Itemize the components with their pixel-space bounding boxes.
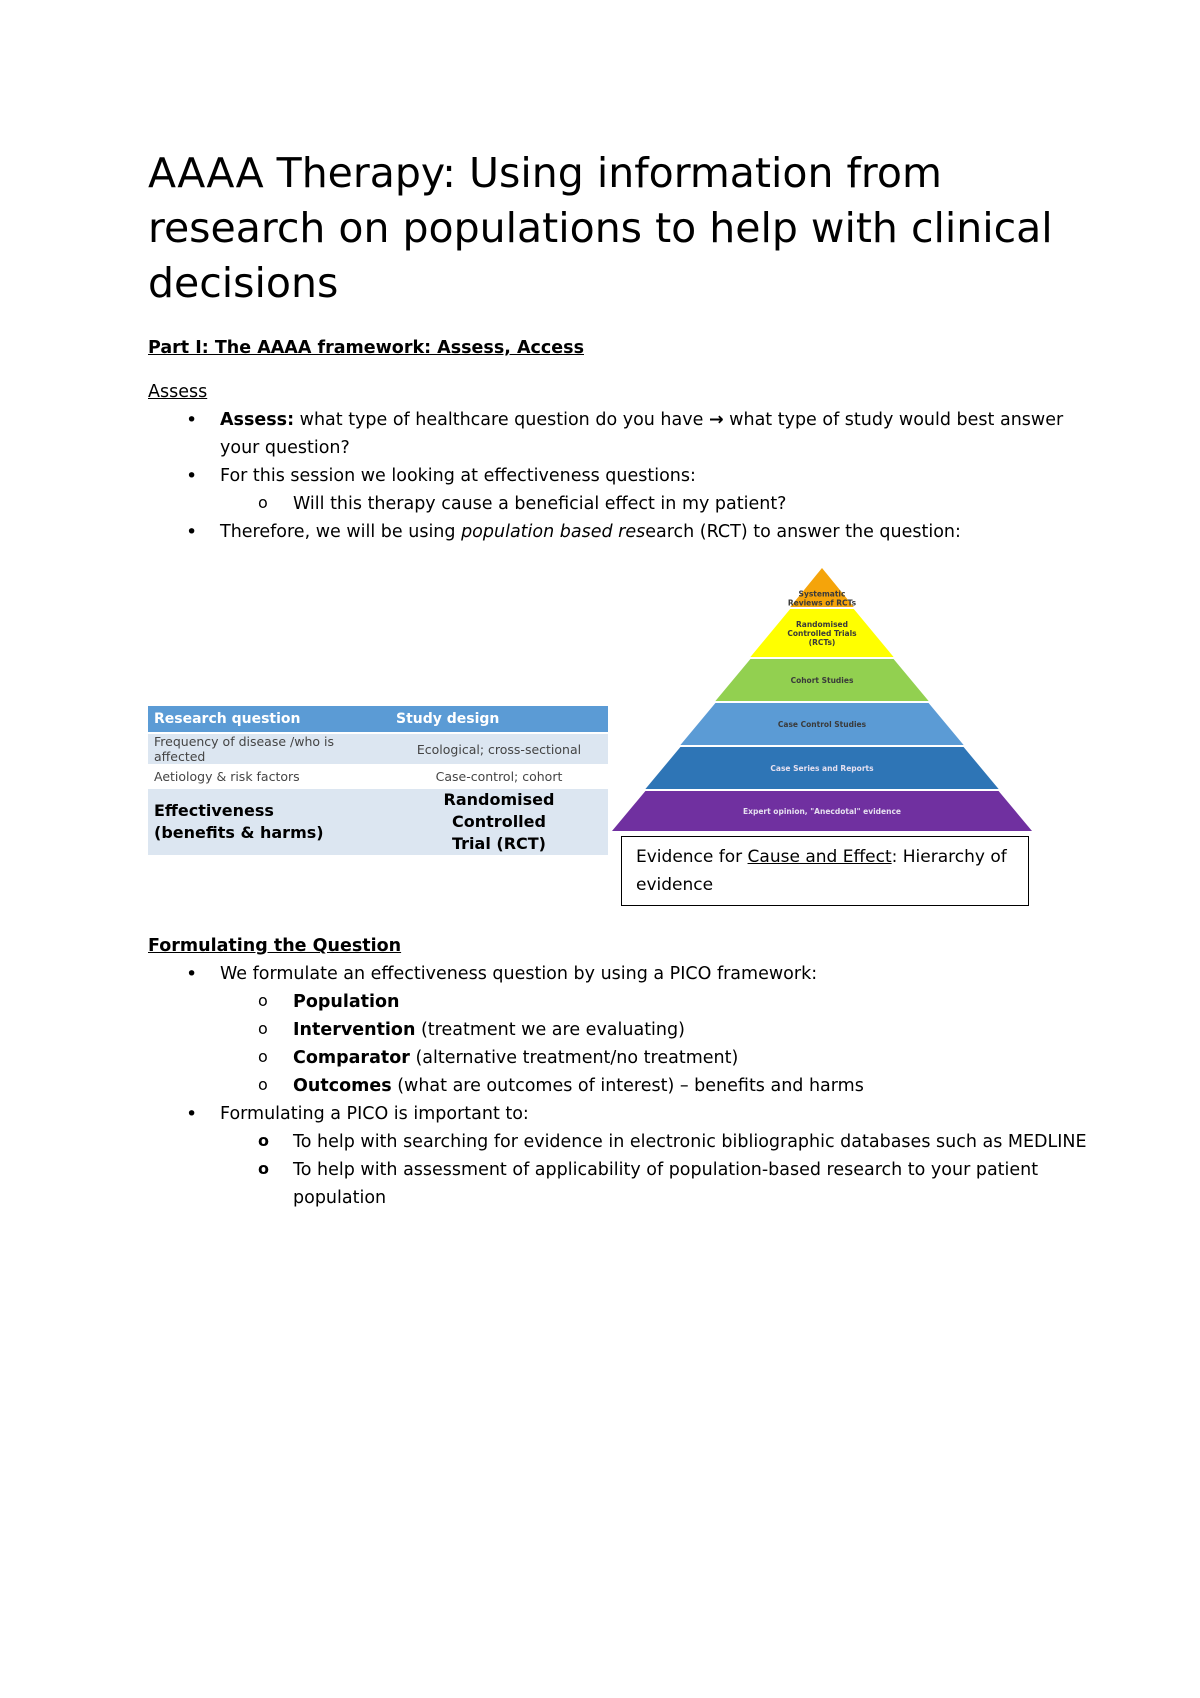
list-item [148,1044,1088,1072]
pico-bullet-1: • We formulate an effectiveness question by using a PICO framework: [148,960,1088,988]
table-header-research-question: Research question [148,706,390,733]
list-item: o To help with assessment of applicability of population-based research to your patient population [148,1156,1088,1212]
pico-term: Population [293,992,400,1012]
list-item [148,1016,1088,1044]
pyramid-level-label: Randomised [795,620,849,629]
pico-term: Outcomes [293,1076,392,1096]
formulating-heading-text: Formulating the Question [148,936,402,956]
assess-bullet-1 [148,406,1088,462]
table-cell [390,788,608,855]
caption-underlined: Cause and Effect [747,847,892,867]
list-item [148,988,1088,1016]
evidence-pyramid [612,568,1042,836]
assess-bullet-1-pre: what type of healthcare question do you have [294,410,709,430]
pyramid-level-label: Case Series and Reports [770,764,874,773]
assess-list [148,406,1088,546]
table-cell: Ecological; cross-sectional [390,733,608,765]
table-row-highlight [148,788,608,855]
assess-sub-bullet: o Will this therapy cause a beneficial effect in my patient? [148,490,1088,518]
table-cell: Case-control; cohort [390,765,608,788]
list-item: o To help with searching for evidence in electronic bibliographic databases such as MEDLINE [148,1128,1088,1156]
table-row [148,733,608,765]
assess-heading [148,378,207,406]
table-row [148,765,608,788]
pyramid-level-label: (RCTs) [808,638,836,647]
pyramid-level-label: Case Control Studies [777,720,867,729]
pico-term: Comparator [293,1048,410,1068]
study-design-table [148,706,608,855]
caption-pre: Evidence for [636,847,748,867]
pico-desc: (treatment we are evaluating) [415,1020,685,1040]
assess-bullet-3 [148,518,1088,546]
arrow-right-icon: → [708,410,724,430]
assess-bullet-1-bold: Assess: [220,410,295,430]
pyramid-caption-box [621,836,1029,906]
pyramid-level-label: Expert opinion, "Anecdotal" evidence [743,807,901,816]
assess-heading-text: Assess [148,382,208,402]
pico-desc: (alternative treatment/no treatment) [409,1048,739,1068]
table-cell-line: Randomised Controlled [443,790,555,831]
pyramid-level-label: Reviews of RCTs [787,598,857,608]
assess-bullet-1-post: what type of study would best answer your question? [220,410,1064,458]
table-cell [148,788,390,855]
pyramid-level-label: Systematic [798,589,846,599]
list-item [148,1072,1088,1100]
table-cell: Frequency of disease /who is affected [148,733,390,765]
table-cell-line: Effectiveness [154,801,274,820]
caption-post: : Hierarchy of evidence [636,847,1007,895]
table-header-study-design: Study design [390,706,608,733]
pico-term: Intervention [293,1020,416,1040]
pyramid-level-label: Cohort Studies [790,676,854,685]
table-cell-line: (benefits & harms) [154,823,324,842]
pico-list [148,960,1088,1212]
part-heading: Part I: The AAAA framework: Assess, Access [148,338,584,358]
document-title: AAAA Therapy: Using information from research on populations to help with clinical decisions [148,149,1053,307]
pico-desc: (what are outcomes of interest) – benefits and harms [391,1076,864,1096]
assess-bullet-3-italic: population based res [461,522,646,542]
assess-bullet-3-pre: Therefore, we will be using [220,522,462,542]
pico-bullet-2: • Formulating a PICO is important to: [148,1100,1088,1128]
table-cell: Aetiology & risk factors [148,765,390,788]
assess-bullet-2: • For this session we looking at effectiveness questions: [148,462,1088,490]
pyramid-level-label: Controlled Trials [787,629,857,638]
table-cell-line: Trial (RCT) [452,834,546,853]
formulating-heading [148,932,401,960]
table-header-row [148,706,608,733]
assess-bullet-3-post: earch (RCT) to answer the question: [645,522,961,542]
